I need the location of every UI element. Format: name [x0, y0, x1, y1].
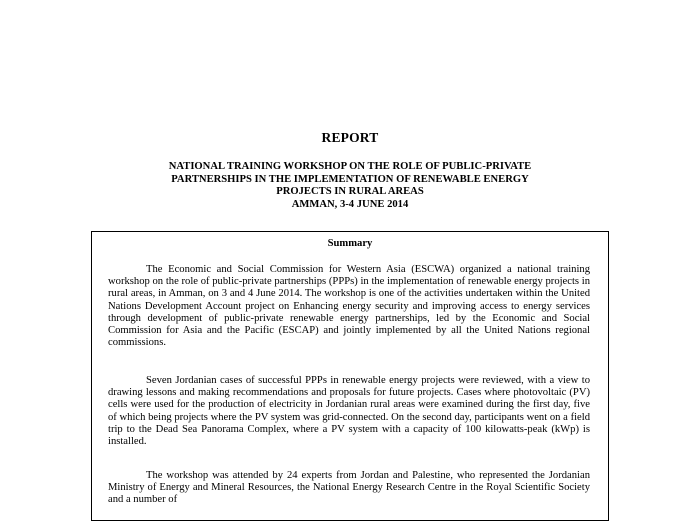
- summary-box: [91, 231, 609, 521]
- report-title: REPORT: [321, 130, 379, 145]
- workshop-heading: [0, 161, 700, 211]
- summary-paragraph-3: The workshop was attended by 24 experts from Jordan and Palestine, who represented the Jordanian Ministry of Energy and Mineral Resources, the National Energy Research Centre in the Royal Scientific Society and a number of: [108, 470, 590, 506]
- heading-line-2: PARTNERSHIPS IN THE IMPLEMENTATION OF RENEWABLE ENERGY: [171, 173, 529, 185]
- heading-line-3: PROJECTS IN RURAL AREAS: [276, 186, 424, 198]
- heading-line-4: AMMAN, 3-4 JUNE 2014: [291, 198, 409, 210]
- summary-paragraph-1: The Economic and Social Commission for Western Asia (ESCWA) organized a national training workshop on the role of public-private partnerships (PPPs) in the implementation of renewable energy projects in rural areas, in Amman, on 3 and 4 June 2014. The workshop is one of the activities undertaken within the United Nations Development Account project on Enhancing energy security and improving access to energy services through development of public-private renewable energy partnerships, led by the Economic and Social Commission for Asia and the Pacific (ESCAP) and jointly implemented by all the United Nations regional commissions.: [108, 264, 590, 349]
- summary-title: Summary: [327, 238, 373, 249]
- heading-line-1: NATIONAL TRAINING WORKSHOP ON THE ROLE OF PUBLIC-PRIVATE: [168, 161, 532, 172]
- summary-paragraph-2: Seven Jordanian cases of successful PPPs in renewable energy projects were reviewed, with a view to drawing lessons and making recommendations and proposals for future projects. Cases where photovoltaic (PV) cells were used for the production of electricity in Jordanian rural areas were examined during the first day, five of which being projects where the PV system was grid-connected. On the second day, participants went on a field trip to the Dead Sea Panorama Complex, where a PV system with a capacity of 100 kilowatts-peak (kWp) is installed.: [108, 375, 590, 448]
